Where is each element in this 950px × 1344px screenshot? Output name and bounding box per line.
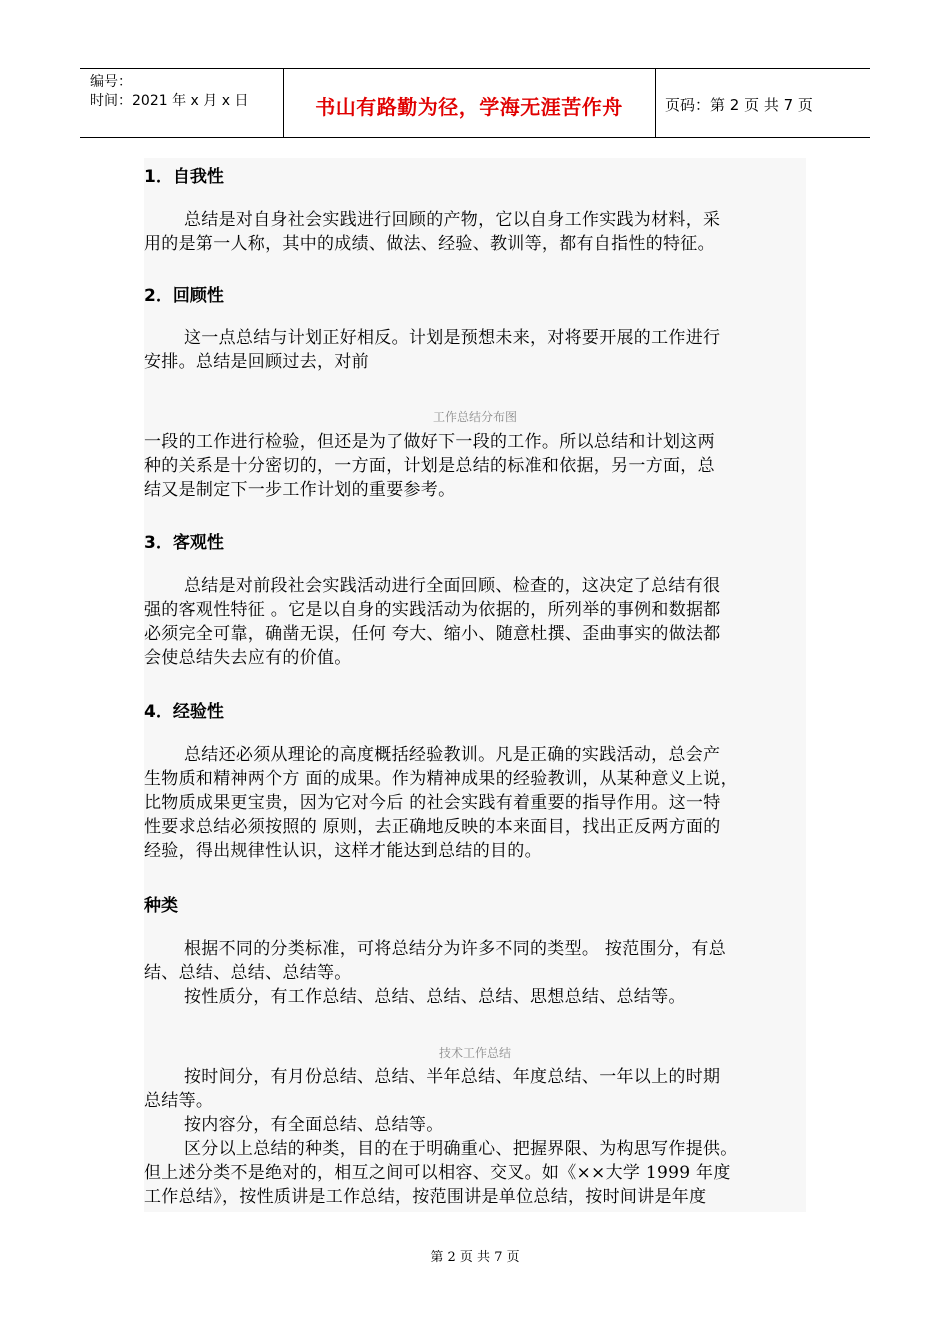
text-line: 结、总结、总结、总结等。 [144,963,352,983]
figure-caption: 工作总结分布图 [432,410,517,424]
paragraph [144,326,806,374]
text-line: 性要求总结必须按照的 原则，去正确地反映的本来面目，找出正反两方面的 [144,817,721,837]
text-line: 会使总结失去应有的价值。 [144,648,352,668]
section-heading: 种类 [144,896,178,916]
page-footer: 第 2 页 共 7 页 [430,1250,520,1265]
text-line: 总结是对前段社会实践活动进行全面回顾、检查的，这决定了总结有很 [184,576,721,596]
text-line: 按性质分，有工作总结、总结、总结、总结、思想总结、总结等。 [184,987,686,1007]
text-line: 按时间分，有月份总结、总结、半年总结、年度总结、一年以上的时期 [184,1067,721,1087]
header-page-number: 页码：第 2 页 共 7 页 [665,96,813,114]
text-line: 总结是对自身社会实践进行回顾的产物，它以自身工作实践为材料，采 [184,210,721,230]
paragraph [144,1065,806,1209]
doc-date: 时间：2021 年 x 月 x 日 [90,93,249,109]
header-divider [655,69,656,137]
paragraph [144,574,806,670]
paragraph [144,743,806,863]
text-line: 这一点总结与计划正好相反。计划是预想未来，对将要开展的工作进行 [184,328,721,348]
text-line: 总结等。 [144,1091,214,1111]
doc-number: 编号： [90,74,132,90]
paragraph [144,430,806,502]
text-line: 用的是第一人称，其中的成绩、做法、经验、教训等，都有自指性的特征。 [144,234,715,254]
section-heading: 2．回顾性 [144,286,224,306]
text-line: 强的客观性特征 。它是以自身的实践活动为依据的，所列举的事例和数据都 [144,600,721,620]
header-table [80,68,870,138]
text-line: 工作总结》，按性质讲是工作总结，按范围讲是单位总结，按时间讲是年度 [144,1187,707,1207]
text-line: 生物质和精神两个方 面的成果。作为精神成果的经验教训，从某种意义上说， [144,769,738,789]
text-line: 但上述分类不是绝对的，相互之间可以相容、交叉。如《××大学 1999 年度 [144,1163,731,1183]
section-heading: 4．经验性 [144,702,224,722]
text-line: 安排。总结是回顾过去，对前 [144,352,369,372]
section-heading: 1．自我性 [144,167,224,187]
document-body [144,158,806,1212]
text-line: 一段的工作进行检验，但还是为了做好下一段的工作。所以总结和计划这两 [144,432,715,452]
text-line: 按内容分，有全面总结、总结等。 [184,1115,444,1135]
text-line: 总结还必须从理论的高度概括经验教训。凡是正确的实践活动，总会产 [184,745,721,765]
header-meta [90,73,248,111]
header-motto: 书山有路勤为径，学海无涯苦作舟 [315,95,623,119]
text-line: 种的关系是十分密切的，一方面，计划是总结的标准和依据，另一方面，总 [144,456,715,476]
text-line: 经验，得出规律性认识，这样才能达到总结的目的。 [144,841,542,861]
text-line: 根据不同的分类标准，可将总结分为许多不同的类型。 按范围分，有总 [184,939,727,959]
text-line: 结又是制定下一步工作计划的重要参考。 [144,480,456,500]
text-line: 必须完全可靠，确凿无误，任何 夸大、缩小、随意杜撰、歪曲事实的做法都 [144,624,721,644]
figure-caption: 技术工作总结 [438,1046,511,1060]
section-heading: 3．客观性 [144,533,224,553]
paragraph-line [144,208,806,256]
paragraph [144,937,806,1009]
text-line: 区分以上总结的种类，目的在于明确重心、把握界限、为构思写作提供。 [184,1139,738,1159]
text-line: 比物质成果更宝贵，因为它对今后 的社会实践有着重要的指导作用。这一特 [144,793,721,813]
